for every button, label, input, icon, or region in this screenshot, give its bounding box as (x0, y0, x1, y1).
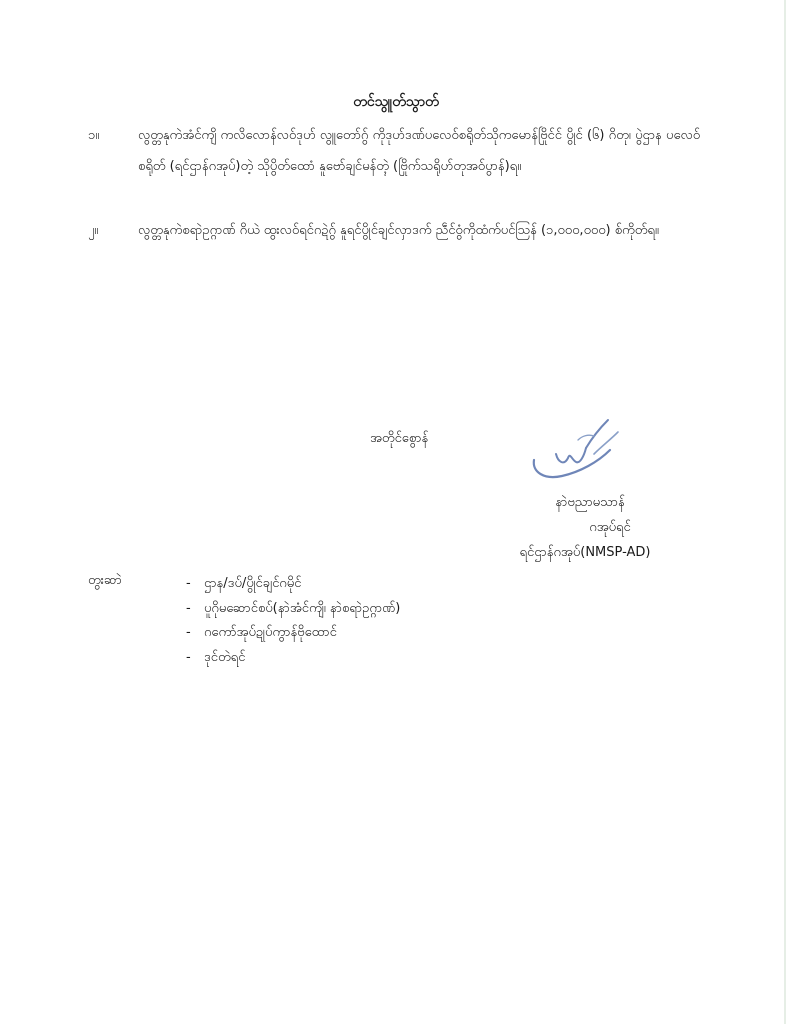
cc-item (186, 597, 400, 622)
page-edge-line (784, 0, 786, 1024)
cc-dash: - (186, 576, 191, 591)
cc-item-text: ဌာန/ဒပ်/ပွိုင်ချင်ဂမိုင် (204, 576, 302, 591)
signer-block (470, 490, 700, 565)
cc-item (186, 621, 400, 646)
handwritten-signature (528, 410, 628, 488)
closing-phrase: အတိုင်စွောန် (370, 431, 429, 446)
numbered-item-2 (88, 215, 700, 246)
cc-label: တွးဆာဲ (88, 573, 122, 588)
numbered-item-1 (88, 120, 700, 182)
cc-item (186, 572, 400, 597)
cc-item (186, 646, 400, 671)
cc-item-text: ဒုင်တဲရင် (204, 649, 246, 665)
signer-name: နာဲဗညာမသာန် (555, 495, 625, 510)
item-text: လွတ္တနုကဲအံင်ကျိ ကလိလောန်လဝ်ဒုဟ် လွူတော်ဂွ် ကိုဒုဟ်ဒဏ်ပလေဝ်စရိုတ်သိုကမောန်ဗြိုင်င် ပွိုင် (၆) ဂိတု၊ ပွဲဌာန ပလေဝ်စရိုတ် (ရင်ဌာန်ဂအုပ်)တဲ့ သိုပွိတ်ထောံ နူဗော်ချင်မန်တ္ၚဲ (ဗြိုက်သရိုဟ်တုအဝ်ပွာန်)ရ။ (138, 128, 700, 174)
signer-title: ဂအုပ်ရင် (589, 520, 631, 535)
item-text: လွတ္တနုကဲစရာဲဥဂ္ဂာဏ် ဂိယဲ ထွးလဝ်ရင်ဂဍဲဂွ် နူရင်ပွိုင်ချင်လှာဒက် ညဵင်ဝွံကိုထံက်ပင်ဩန် (၁,၀၀၀,၀၀၀) စ်ကိုတ်ရ။ (138, 223, 659, 238)
signer-organization: ရင်ဌာန်ဂအုပ်(NMSP-AD) (519, 545, 651, 560)
cc-dash: - (186, 625, 191, 640)
document-heading: တင်သွူတ်သွာတ် (353, 94, 439, 110)
item-number: ၁။ (88, 128, 100, 143)
cc-list (186, 572, 400, 670)
cc-item-text: ပူဂိုမဆောင်စပ်(နာဲအံင်ကျိ၊ နာဲစရာဲဥဂ္ဂာဏ်) (204, 600, 401, 616)
item-number: ၂။ (88, 223, 99, 238)
cc-item-text: ဂကော်အုပ်ဍုပ်ကွာန်ဗိုထောင် (204, 625, 337, 640)
cc-dash: - (186, 649, 191, 665)
cc-dash: - (186, 600, 191, 616)
